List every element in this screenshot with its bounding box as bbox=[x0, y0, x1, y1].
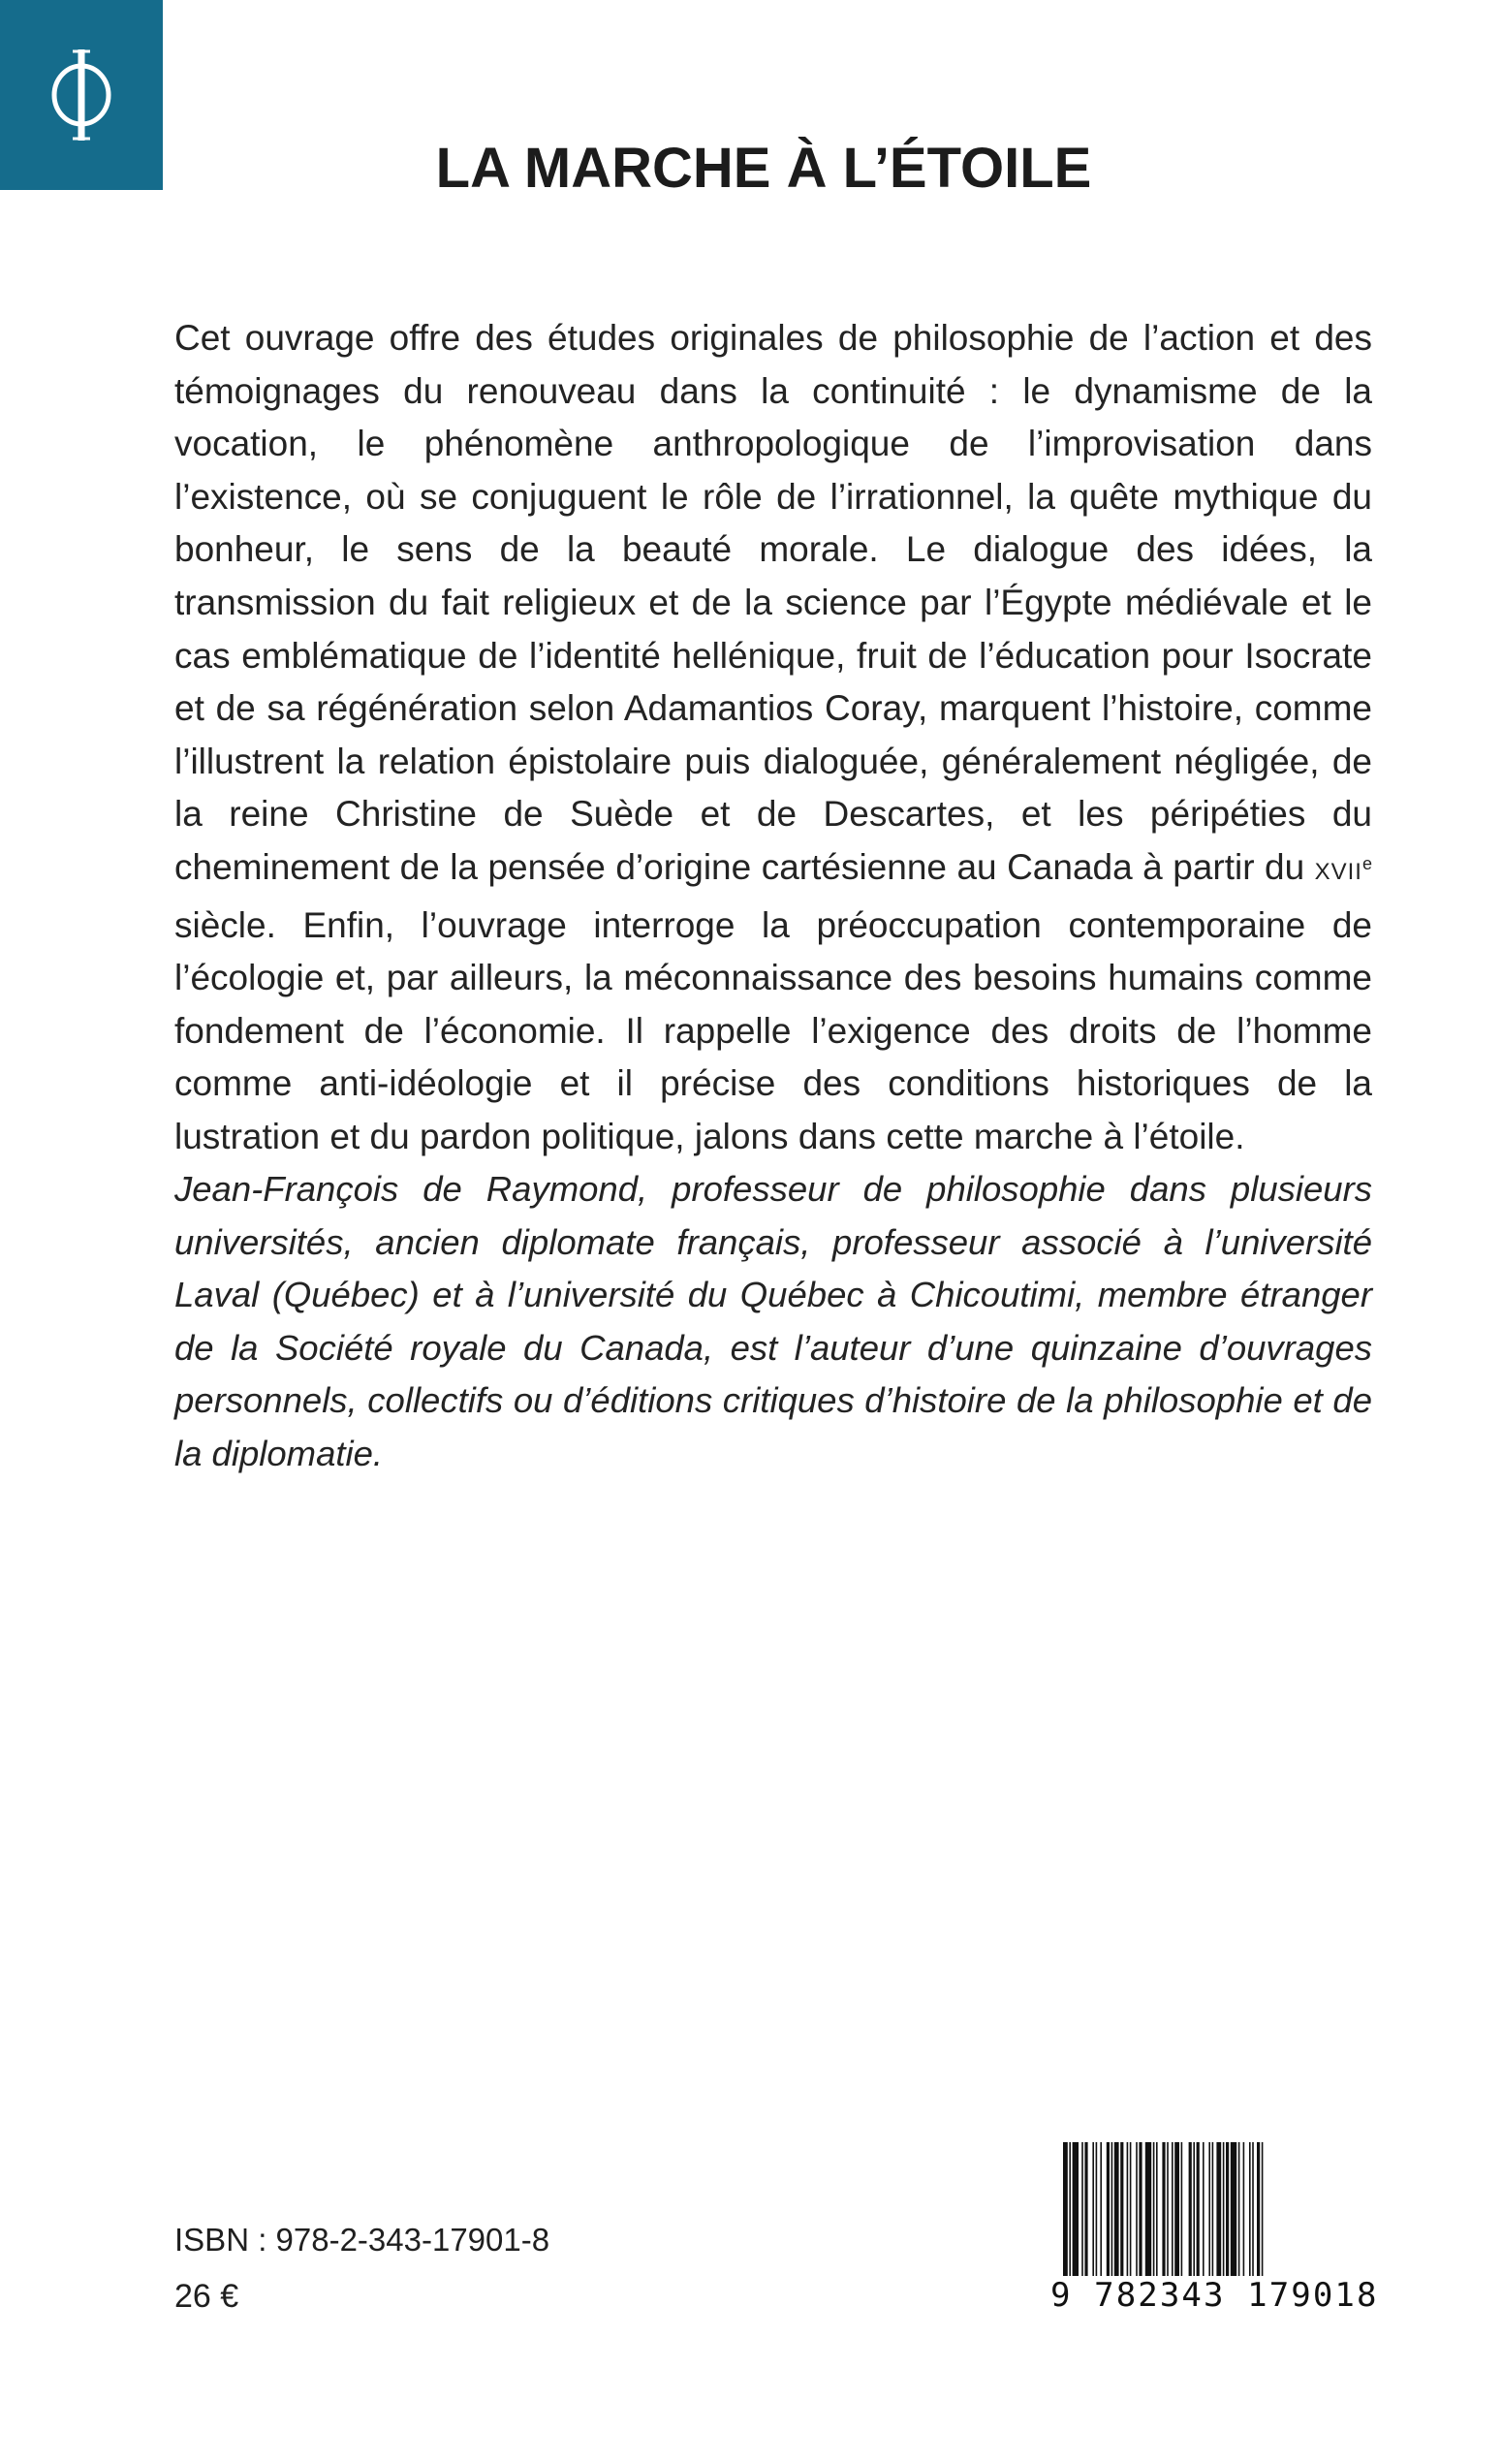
isbn: ISBN : 978-2-343-17901-8 bbox=[174, 2222, 550, 2258]
century-numeral: XVII bbox=[1314, 858, 1362, 885]
price: 26 € bbox=[174, 2278, 239, 2315]
phi-icon bbox=[38, 42, 125, 148]
description-part-2: siècle. Enfin, l’ouvrage interroge la préoccupation contemporaine de l’écologie et, par ailleurs, la méconnaissance des besoins humains comme fondement de l’économie. Il rappelle l’exigence des droits de l’homme comme anti-idéologie et il précise des conditions historiques de la lustration et du pardon politique, jalons dans cette marche à l’étoile. bbox=[174, 904, 1372, 1156]
description-part-1: Cet ouvrage offre des études originales de philosophie de l’action et des témoignages du renouveau dans la continuité : le dynamisme de la vocation, le phénomène anthropologique de l’improvisation dans l’existence, où se conjuguent le rôle de l’irrationnel, la quête mythique du bonheur, le sens de la beauté morale. Le dialogue des idées, la transmission du fait religieux et de la science par l’Égypte médiévale et le cas emblématique de l’identité hellénique, fruit de l’éducation pour Isocrate et de sa régénération selon Adamantios Coray, marquent l’histoire, comme l’illustrent la relation épistolaire puis dialoguée, généralement négligée, de la reine Christine de Suède et de Descartes, et les péripéties du cheminement de la pensée d’origine cartésienne au Canada à partir du bbox=[174, 318, 1372, 887]
author-bio bbox=[174, 1163, 1372, 1480]
author-bio-text: , professeur de philosophie dans plusieurs universités, ancien diplomate français, professeur associé à l’université Laval (Québec) et à l’université du Québec à Chicoutimi, membre étranger de la Société royale du Canada, est l’auteur d’une quinzaine d’ouvrages personnels, collectifs ou d’éditions critiques d’histoire de la philosophie et de la diplomatie. bbox=[174, 1169, 1372, 1473]
author-name: Jean-François de Raymond bbox=[174, 1169, 639, 1209]
barcode-digits: 9 782343 179018 bbox=[1045, 2276, 1385, 2315]
book-title: LA MARCHE À L’ÉTOILE bbox=[435, 137, 1092, 200]
century-suffix: e bbox=[1361, 853, 1372, 873]
book-description bbox=[174, 312, 1372, 1164]
